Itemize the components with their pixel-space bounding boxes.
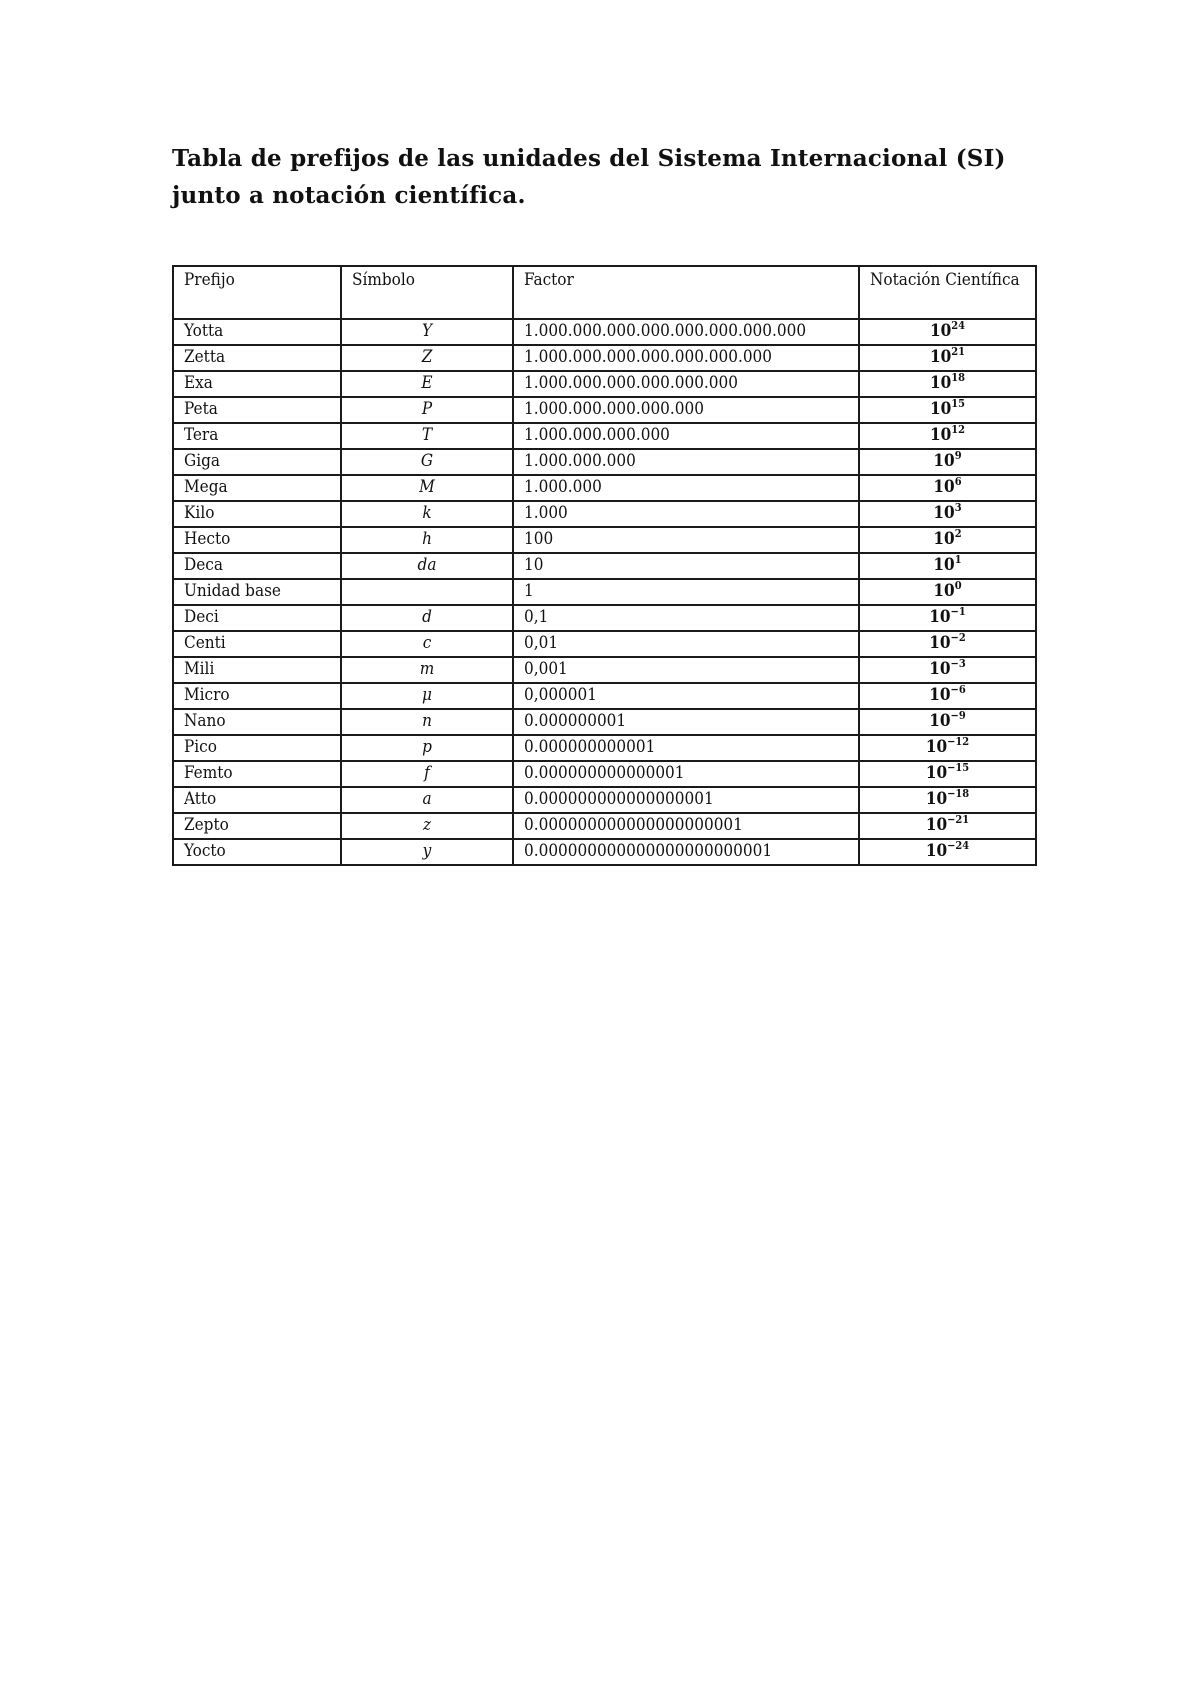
notation-base: 10 [929, 711, 951, 731]
notation-cell [859, 735, 1036, 761]
symbol-cell: a [341, 787, 513, 813]
symbol-cell: z [341, 813, 513, 839]
header-symbol: Símbolo [341, 266, 513, 319]
header-factor: Factor [513, 266, 859, 319]
table-row [173, 397, 1036, 423]
notation-cell [859, 605, 1036, 631]
table-header-row [173, 266, 1036, 319]
factor-cell: 1.000.000.000.000 [513, 423, 859, 449]
prefix-cell: Exa [173, 371, 341, 397]
notation-exponent: −15 [947, 761, 970, 774]
factor-cell: 1.000.000.000 [513, 449, 859, 475]
notation-exponent: −12 [947, 735, 970, 748]
table-row [173, 631, 1036, 657]
notation-base: 10 [929, 607, 951, 627]
prefix-cell: Giga [173, 449, 341, 475]
table-row [173, 423, 1036, 449]
notation-base: 10 [933, 581, 955, 601]
factor-cell: 0.000000000000000000000001 [513, 839, 859, 865]
symbol-cell: T [341, 423, 513, 449]
symbol-cell [341, 579, 513, 605]
notation-cell [859, 657, 1036, 683]
table-row [173, 449, 1036, 475]
factor-cell: 1.000.000 [513, 475, 859, 501]
notation-cell [859, 761, 1036, 787]
factor-cell: 10 [513, 553, 859, 579]
notation-exponent: 1 [954, 553, 962, 566]
prefix-cell: Tera [173, 423, 341, 449]
notation-exponent: −9 [950, 709, 966, 722]
symbol-cell: Z [341, 345, 513, 371]
factor-cell: 0,1 [513, 605, 859, 631]
table-row [173, 683, 1036, 709]
factor-cell: 1.000 [513, 501, 859, 527]
notation-exponent: −2 [950, 631, 966, 644]
notation-exponent: −6 [950, 683, 966, 696]
notation-exponent: 9 [954, 449, 962, 462]
table-body [173, 319, 1036, 865]
si-prefix-table [172, 265, 1037, 866]
table-row [173, 709, 1036, 735]
factor-cell: 0.000000000000000001 [513, 787, 859, 813]
notation-cell [859, 527, 1036, 553]
notation-exponent: 15 [951, 397, 966, 410]
notation-base: 10 [925, 737, 948, 757]
table-row [173, 371, 1036, 397]
prefix-cell: Peta [173, 397, 341, 423]
symbol-cell: y [341, 839, 513, 865]
factor-cell: 0.000000000000000000001 [513, 813, 859, 839]
factor-cell: 1 [513, 579, 859, 605]
symbol-cell: d [341, 605, 513, 631]
factor-cell: 1.000.000.000.000.000 [513, 397, 859, 423]
notation-exponent: 2 [954, 527, 962, 540]
prefix-cell: Hecto [173, 527, 341, 553]
notation-base: 10 [925, 841, 948, 861]
notation-base: 10 [933, 529, 955, 549]
prefix-cell: Deca [173, 553, 341, 579]
table-row [173, 553, 1036, 579]
notation-base: 10 [925, 815, 948, 835]
notation-base: 10 [929, 399, 952, 419]
prefix-cell: Zetta [173, 345, 341, 371]
notation-base: 10 [933, 503, 955, 523]
notation-exponent: −18 [947, 787, 970, 800]
notation-base: 10 [933, 555, 955, 575]
prefix-cell: Yocto [173, 839, 341, 865]
table-row [173, 319, 1036, 345]
table-row [173, 735, 1036, 761]
factor-cell: 0.000000001 [513, 709, 859, 735]
table-row [173, 475, 1036, 501]
notation-cell [859, 813, 1036, 839]
notation-cell [859, 709, 1036, 735]
table-row [173, 761, 1036, 787]
symbol-cell: c [341, 631, 513, 657]
table-row [173, 605, 1036, 631]
factor-cell: 0.000000000000001 [513, 761, 859, 787]
prefix-cell: Mega [173, 475, 341, 501]
symbol-cell: k [341, 501, 513, 527]
notation-exponent: 24 [951, 319, 966, 332]
notation-cell [859, 787, 1036, 813]
notation-exponent: 3 [954, 501, 962, 514]
symbol-cell: h [341, 527, 513, 553]
notation-base: 10 [929, 633, 951, 653]
page-title: Tabla de prefijos de las unidades del Sistema Internacional (SI) junto a notación científica. [172, 145, 1006, 209]
notation-base: 10 [929, 347, 952, 367]
prefix-cell: Femto [173, 761, 341, 787]
table-row [173, 657, 1036, 683]
prefix-cell: Zepto [173, 813, 341, 839]
notation-cell [859, 579, 1036, 605]
symbol-cell: μ [341, 683, 513, 709]
notation-cell [859, 371, 1036, 397]
factor-cell: 0,001 [513, 657, 859, 683]
notation-exponent: 21 [951, 345, 966, 358]
factor-cell: 1.000.000.000.000.000.000.000.000 [513, 319, 859, 345]
notation-exponent: −3 [950, 657, 966, 670]
notation-cell [859, 553, 1036, 579]
factor-cell: 1.000.000.000.000.000.000 [513, 371, 859, 397]
notation-cell [859, 475, 1036, 501]
table-row [173, 345, 1036, 371]
prefix-cell: Kilo [173, 501, 341, 527]
notation-cell [859, 423, 1036, 449]
table-row [173, 787, 1036, 813]
factor-cell: 1.000.000.000.000.000.000.000 [513, 345, 859, 371]
table-row [173, 501, 1036, 527]
notation-cell [859, 683, 1036, 709]
symbol-cell: da [341, 553, 513, 579]
notation-base: 10 [929, 425, 952, 445]
notation-exponent: 6 [954, 475, 962, 488]
symbol-cell: Y [341, 319, 513, 345]
notation-base: 10 [929, 321, 952, 341]
symbol-cell: G [341, 449, 513, 475]
symbol-cell: P [341, 397, 513, 423]
prefix-cell: Atto [173, 787, 341, 813]
symbol-cell: M [341, 475, 513, 501]
prefix-cell: Mili [173, 657, 341, 683]
symbol-cell: n [341, 709, 513, 735]
notation-base: 10 [933, 477, 955, 497]
notation-cell [859, 319, 1036, 345]
symbol-cell: p [341, 735, 513, 761]
table-row [173, 579, 1036, 605]
notation-exponent: 0 [954, 579, 962, 592]
table-row [173, 839, 1036, 865]
table-row [173, 527, 1036, 553]
symbol-cell: m [341, 657, 513, 683]
factor-cell: 0,000001 [513, 683, 859, 709]
notation-exponent: 18 [951, 371, 966, 384]
prefix-cell: Pico [173, 735, 341, 761]
table-row [173, 813, 1036, 839]
prefix-cell: Yotta [173, 319, 341, 345]
notation-exponent: −24 [947, 839, 970, 852]
factor-cell: 100 [513, 527, 859, 553]
prefix-cell: Micro [173, 683, 341, 709]
notation-cell [859, 397, 1036, 423]
notation-exponent: 12 [951, 423, 966, 436]
prefix-cell: Deci [173, 605, 341, 631]
notation-cell [859, 631, 1036, 657]
header-prefix: Prefijo [173, 266, 341, 319]
notation-base: 10 [929, 659, 951, 679]
notation-cell [859, 345, 1036, 371]
symbol-cell: f [341, 761, 513, 787]
factor-cell: 0.000000000001 [513, 735, 859, 761]
symbol-cell: E [341, 371, 513, 397]
prefix-cell: Centi [173, 631, 341, 657]
notation-cell [859, 449, 1036, 475]
notation-cell [859, 501, 1036, 527]
notation-base: 10 [929, 685, 951, 705]
prefix-cell: Nano [173, 709, 341, 735]
notation-base: 10 [925, 763, 948, 783]
header-notation: Notación Científica [859, 266, 1036, 319]
notation-base: 10 [925, 789, 948, 809]
factor-cell: 0,01 [513, 631, 859, 657]
notation-exponent: −21 [947, 813, 970, 826]
prefix-cell: Unidad base [173, 579, 341, 605]
notation-base: 10 [933, 451, 955, 471]
notation-cell [859, 839, 1036, 865]
notation-exponent: −1 [950, 605, 966, 618]
notation-base: 10 [929, 373, 952, 393]
